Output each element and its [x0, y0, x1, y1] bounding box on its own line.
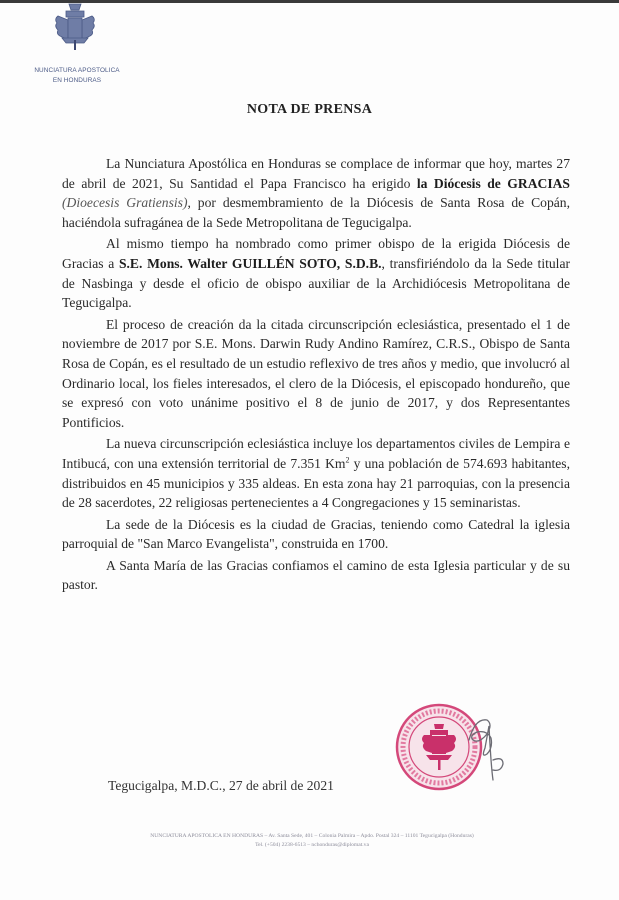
superscript: 2 — [345, 455, 350, 465]
handwritten-signature-icon — [455, 710, 515, 790]
paragraph-territory — [62, 434, 570, 512]
paragraph-text: La Nunciatura Apostólica en Honduras se complace de informar que hoy, martes 27 de abril de 2021, Su Santidad el Papa Francisco ha erigido — [62, 156, 570, 191]
paragraph-cathedral: La sede de la Diócesis es la ciudad de Gracias, teniendo como Catedral la iglesia parroquial de "San Marco Evangelista", construida en 1700. — [62, 516, 570, 552]
paragraph-text: Al mismo tiempo ha nombrado como primer obispo de la erigida Diócesis de Gracias a — [62, 236, 570, 271]
paragraph-erection — [62, 154, 570, 232]
papal-coat-of-arms-icon — [52, 2, 98, 52]
paragraph-text: y una población de 574.693 habitantes, distribuidos en 45 municipios y 335 aldeas. En esta zona hay 21 parroquias, con la presencia de 28 sacerdotes, 22 religiosas pertenecientes a 4 Congregaciones y 15 seminaristas. — [62, 455, 570, 511]
paragraph-process: El proceso de creación da la citada circunscripción eclesiástica, presentado el 1 de noviembre de 2017 por S.E. Mons. Darwin Rudy Andino Ramírez, C.R.S., Obispo de Santa Rosa de Copán, es el resultado de un estudio reflexivo de tres años y medio, que involucró al Ordinario local, los fieles interesados, el clero de la Diócesis, el episcopado hondureño, que se expresó con voto unánime positivo el 8 de junio de 2017, y dos Representantes Pontificios. — [62, 316, 570, 430]
footer-line-2: Tel. (+504) 2238-6513 – nchonduras@diplomat.va — [255, 842, 369, 848]
paragraph-text: La nueva circunscripción eclesiástica incluye los departamentos civiles de Lempira e Intibucá, con una extensión territorial de 7.351 Km — [62, 436, 570, 471]
latin-name: (Dioecesis Gratiensis) — [62, 195, 188, 211]
org-name-line2: EN HONDURAS — [52, 77, 102, 84]
paragraph-text: , por desmembramiento de la Diócesis de Santa Rosa de Copán, haciéndola sufragánea de la Sede Metropolitana de Tegucigalpa. — [62, 195, 570, 230]
paragraph-appointment — [62, 234, 570, 312]
bishop-name: S.E. Mons. Walter GUILLÉN SOTO, S.D.B. — [118, 255, 382, 271]
document-title: NOTA DE PRENSA — [246, 102, 373, 117]
footer-line-1: NUNCIATURA APOSTOLICA EN HONDURAS – Av. Santa Sede, 401 – Colonia Palmira – Apdo. Postal 324 – 11101 Tegucigalpa (Honduras) — [150, 833, 474, 839]
org-name-line1: NUNCIATURA APOSTOLICA — [34, 67, 120, 74]
dateline: Tegucigalpa, M.D.C., 27 de abril de 2021 — [108, 778, 334, 793]
document-body — [62, 154, 570, 597]
paragraph-closing: A Santa María de las Gracias confiamos el camino de esta Iglesia particular y de su pastor. — [62, 557, 570, 593]
paragraph-text: , transfiriéndolo da la Sede titular de Nasbinga y desde el oficio de obispo auxiliar de la Archidiócesis Metropolitana de Tegucigalpa. — [62, 255, 571, 311]
diocese-name: la Diócesis de GRACIAS — [416, 175, 570, 191]
footer-address — [62, 832, 562, 850]
